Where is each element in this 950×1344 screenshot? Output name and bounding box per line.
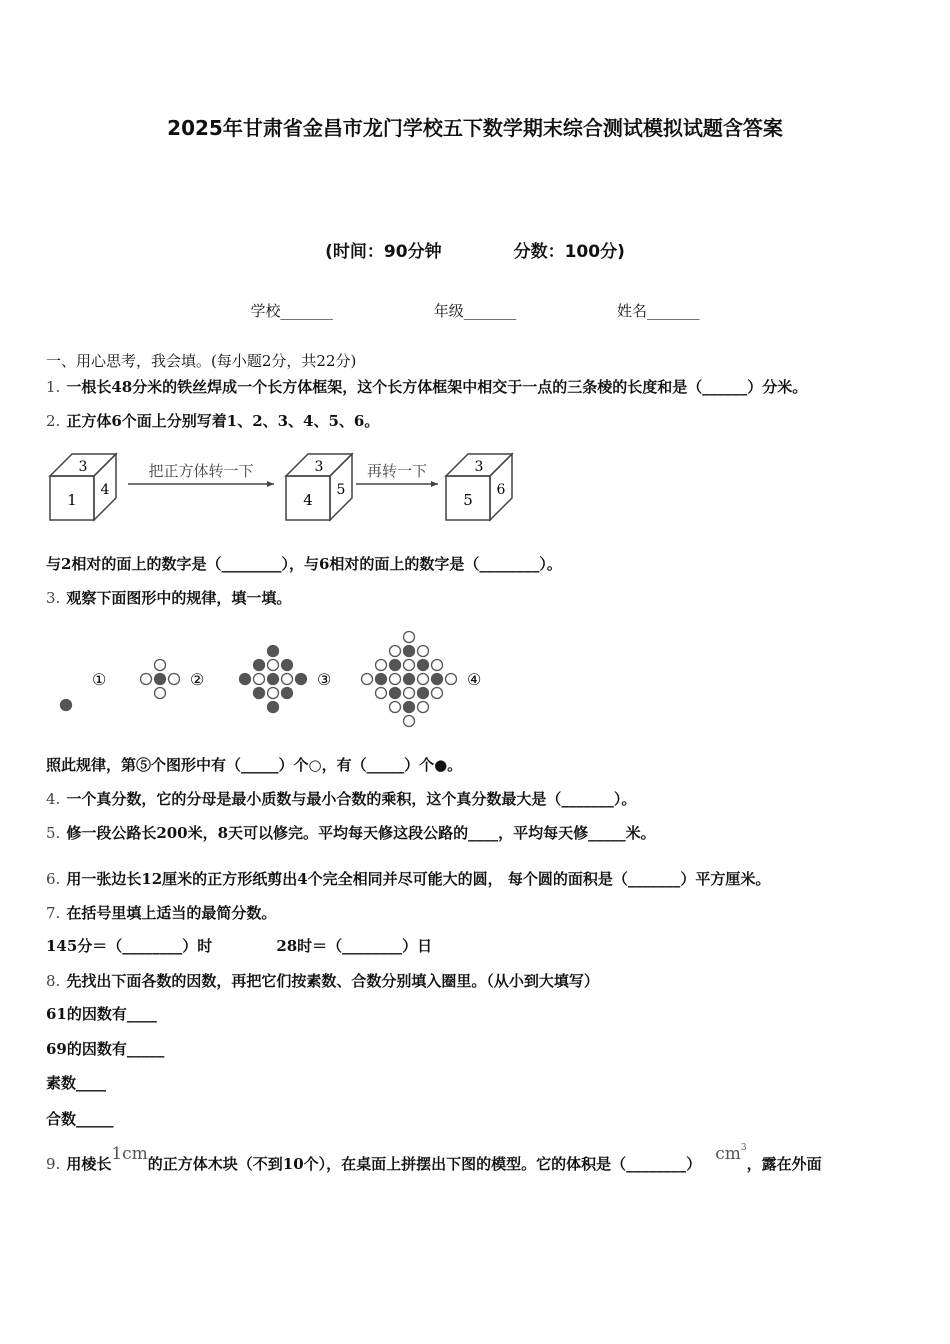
arrow-1 xyxy=(128,462,274,487)
cube-rotation-figure xyxy=(46,448,526,528)
hollow-dot xyxy=(418,674,429,685)
hollow-dot xyxy=(376,688,387,699)
filled-dot xyxy=(254,688,265,699)
cube-2 xyxy=(286,454,352,520)
hollow-dot xyxy=(155,660,166,671)
hollow-dot xyxy=(404,632,415,643)
filled-dot xyxy=(61,700,72,711)
factors-69: 69的因数有_____ xyxy=(46,1040,165,1058)
filled-dot xyxy=(296,674,307,685)
grade-field[interactable]: 年级_______ xyxy=(433,302,517,320)
primes-line: 素数____ xyxy=(46,1074,107,1092)
cube-3 xyxy=(446,454,512,520)
cube-front-number: 5 xyxy=(463,491,473,509)
filled-dot xyxy=(268,702,279,713)
hollow-dot xyxy=(418,646,429,657)
hollow-dot xyxy=(362,674,373,685)
filled-dot xyxy=(404,674,415,685)
time-label: (时间：90分钟 xyxy=(325,242,442,262)
hollow-dot xyxy=(282,674,293,685)
filled-dot xyxy=(404,702,415,713)
filled-dot xyxy=(282,660,293,671)
pattern-figure-2 xyxy=(141,660,205,699)
hollow-dot xyxy=(432,660,443,671)
figure-label: ③ xyxy=(317,670,332,689)
question-3: 3. 观察下面图形中的规律，填一填。 xyxy=(46,589,292,607)
arrow-label: 把正方体转一下 xyxy=(148,462,254,480)
pattern-figure-3 xyxy=(240,646,332,713)
filled-dot xyxy=(376,674,387,685)
factors-61: 61的因数有____ xyxy=(46,1005,157,1023)
question-5: 5. 修一段公路长200米，8天可以修完。平均每天修这段公路的____，平均每天修_____米。 xyxy=(46,824,656,842)
cube-side-number: 5 xyxy=(336,482,346,498)
filled-dot xyxy=(390,688,401,699)
question-3-answer: 照此规律，第⑤个图形中有（_____）个○，有（_____）个●。 xyxy=(46,756,463,774)
hollow-dot xyxy=(390,646,401,657)
arrow-label: 再转一下 xyxy=(366,462,428,480)
filled-dot xyxy=(240,674,251,685)
figure-label: ② xyxy=(190,670,205,689)
question-2-answer: 与2相对的面上的数字是（________），与6相对的面上的数字是（________）。 xyxy=(46,555,562,573)
hollow-dot xyxy=(404,660,415,671)
hollow-dot xyxy=(376,660,387,671)
question-7: 7. 在括号里填上适当的最简分数。 xyxy=(46,904,277,922)
filled-dot xyxy=(268,646,279,657)
hollow-dot xyxy=(390,674,401,685)
filled-dot xyxy=(282,688,293,699)
filled-dot xyxy=(390,660,401,671)
hollow-dot xyxy=(390,702,401,713)
cube-side-number: 4 xyxy=(100,482,110,498)
question-9: 9. 用棱长1cm的正方体木块（不到10个），在桌面上拼摆出下图的模型。它的体积是（________） $cm^3$，露在外面 xyxy=(46,1143,822,1173)
hollow-dot xyxy=(432,688,443,699)
question-2: 2. 正方体6个面上分别写着1、2、3、4、5、6。 xyxy=(46,412,380,430)
cube-side-number: 6 xyxy=(496,482,506,498)
hollow-dot xyxy=(418,702,429,713)
question-4: 4. 一个真分数，它的分母是最小质数与最小合数的乘积，这个真分数最大是（_______）。 xyxy=(46,790,637,808)
cube-front-number: 4 xyxy=(303,491,313,509)
question-1: 1. 一根长48分米的铁丝焊成一个长方体框架，这个长方体框架中相交于一点的三条棱的长度和是（______）分米。 xyxy=(46,378,808,396)
figure-label: ① xyxy=(92,670,107,689)
hollow-dot xyxy=(268,660,279,671)
student-fields xyxy=(0,300,950,321)
score-label: 分数：100分) xyxy=(513,242,625,262)
school-field[interactable]: 学校_______ xyxy=(250,302,333,320)
hollow-dot xyxy=(155,688,166,699)
cube-1 xyxy=(50,454,116,520)
cube-front-number: 1 xyxy=(67,491,77,509)
hollow-dot xyxy=(141,674,152,685)
cube-top-number: 3 xyxy=(78,459,88,475)
pattern-figure-1 xyxy=(61,670,107,711)
question-7-answers: 145分＝（________）时 28时＝（________）日 xyxy=(46,937,433,955)
page-title: 2025年甘肃省金昌市龙门学校五下数学期末综合测试模拟试题含答案 xyxy=(167,116,783,140)
cube-top-number: 3 xyxy=(314,459,324,475)
filled-dot xyxy=(404,646,415,657)
arrow-2 xyxy=(356,462,438,487)
filled-dot xyxy=(155,674,166,685)
hollow-dot xyxy=(404,716,415,727)
dot-pattern-figure xyxy=(40,615,520,735)
pattern-figure-4 xyxy=(362,632,482,727)
exam-info xyxy=(0,237,950,262)
hollow-dot xyxy=(254,674,265,685)
hollow-dot xyxy=(268,688,279,699)
filled-dot xyxy=(418,688,429,699)
question-8: 8. 先找出下面各数的因数，再把它们按素数、合数分别填入圈里。（从小到大填写） xyxy=(46,972,599,990)
figure-label: ④ xyxy=(467,670,482,689)
hollow-dot xyxy=(446,674,457,685)
question-6: 6. 用一张边长12厘米的正方形纸剪出4个完全相同并尽可能大的圆， 每个圆的面积是（_______）平方厘米。 xyxy=(46,870,771,888)
hollow-dot xyxy=(169,674,180,685)
filled-dot xyxy=(418,660,429,671)
filled-dot xyxy=(254,660,265,671)
filled-dot xyxy=(268,674,279,685)
hollow-dot xyxy=(404,688,415,699)
filled-dot xyxy=(432,674,443,685)
composites-line: 合数_____ xyxy=(46,1110,114,1128)
section-heading: 一、用心思考，我会填。(每小题2分，共22分) xyxy=(46,352,357,370)
cube-top-number: 3 xyxy=(474,459,484,475)
name-field[interactable]: 姓名_______ xyxy=(617,302,700,320)
